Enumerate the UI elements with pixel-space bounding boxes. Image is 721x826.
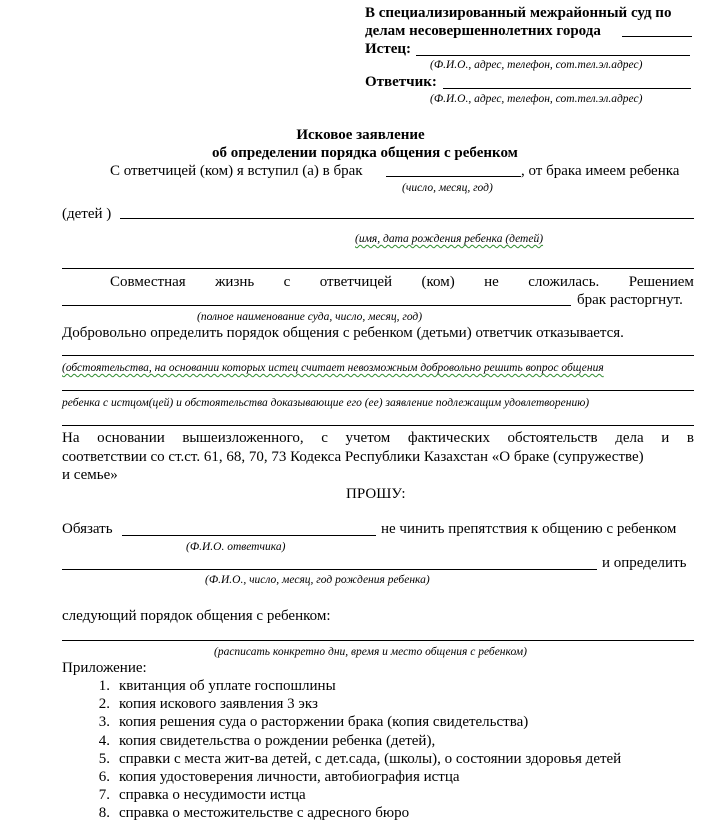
oblige-label: Обязать (62, 521, 113, 537)
circumstances-blank-3 (62, 425, 694, 426)
marriage-text: С ответчицей (ком) я вступил (а) в брак (110, 163, 363, 179)
defendant-label: Ответчик: (365, 74, 437, 90)
divorce-hint: (полное наименование суда, число, месяц, год) (197, 311, 423, 323)
attachments-list (64, 677, 621, 823)
list-item: 6. копия удостоверения личности, автобиография истца (98, 769, 460, 786)
court-name-line1: В специализированный межрайонный суд по (365, 5, 672, 21)
oblige-hint: (Ф.И.О. ответчика) (186, 541, 286, 553)
order-label: следующий порядок общения с ребенком: (62, 608, 331, 624)
prosu-heading: ПРОШУ: (346, 486, 406, 502)
oblige-defendant-blank (122, 535, 376, 536)
order-blank (62, 640, 694, 641)
children-blank (120, 218, 694, 219)
marriage-hint: (число, месяц, год) (402, 182, 493, 194)
plaintiff-label: Истец: (365, 41, 411, 57)
city-blank (622, 36, 692, 37)
list-item: 3. копия решения суда о расторжении брака (копия свидетельства) (98, 714, 529, 731)
document-subtitle: об определении порядка общения с ребенком (212, 145, 518, 161)
determine-hint: (Ф.И.О., число, месяц, год рождения ребенка) (205, 574, 430, 586)
defendant-blank (443, 88, 691, 89)
court-decision-blank (62, 305, 571, 306)
basis-line-1: На основании вышеизложенного, с учетом фактических обстоятельств дела и в (62, 430, 694, 446)
circumstances-blank-1 (62, 355, 694, 356)
plaintiff-blank (416, 55, 690, 56)
determine-text: и определить (602, 555, 687, 571)
children-hint: (имя, дата рождения ребенка (детей) (355, 233, 544, 245)
marriage-date-blank (386, 176, 521, 177)
attachments-label: Приложение: (62, 660, 147, 676)
order-hint: (расписать конкретно дни, время и место общения с ребенком) (214, 646, 527, 658)
document-title: Исковое заявление (296, 127, 425, 143)
basis-line-3: и семье» (62, 467, 118, 483)
children-blank-2 (62, 268, 694, 269)
list-item: 2. копия искового заявления 3 экз (98, 696, 318, 713)
plaintiff-hint: (Ф.И.О., адрес, телефон, сот.тел.эл.адрес) (430, 59, 643, 71)
children-label: (детей ) (62, 206, 112, 222)
marriage-text-post: , от брака имеем ребенка (521, 163, 680, 179)
list-item: 7. справка о несудимости истца (98, 787, 306, 804)
child-info-blank (62, 569, 597, 570)
court-name-line2: делам несовершеннолетних города (365, 23, 601, 39)
circumstances-hint-2: ребенка с истцом(цей) и обстоятельства доказывающие его (ее) заявление подлежащим удовлетворению) (62, 397, 590, 409)
circumstances-blank-2 (62, 390, 694, 391)
refusal-text: Добровольно определить порядок общения с ребенком (детьми) ответчик отказывается. (62, 325, 624, 341)
circumstances-hint-1: (обстоятельства, на основании которых истец считает невозможным добровольно решить вопрос общения (62, 362, 604, 374)
list-item: 5. справки с места жит-ва детей, с дет.сада, (школы), о состоянии здоровья детей (98, 750, 622, 767)
joint-life-line: Совместная жизнь с ответчицей (ком) не сложилась. Решением (110, 274, 694, 290)
list-item: 4. копия свидетельства о рождении ребенка (детей), (98, 732, 436, 749)
divorce-text: брак расторгнут. (577, 292, 683, 308)
basis-line-2: соответствии со ст.ст. 61, 68, 70, 73 Кодекса Республики Казахстан «О браке (супружестве) (62, 449, 644, 465)
list-item: 1. квитанция об уплате госпошлины (98, 678, 336, 694)
list-item: 8. справка о местожительстве с адресного бюро (98, 805, 410, 822)
defendant-hint: (Ф.И.О., адрес, телефон, сот.тел.эл.адрес) (430, 93, 643, 105)
oblige-text: не чинить препятствия к общению с ребенком (381, 521, 677, 537)
